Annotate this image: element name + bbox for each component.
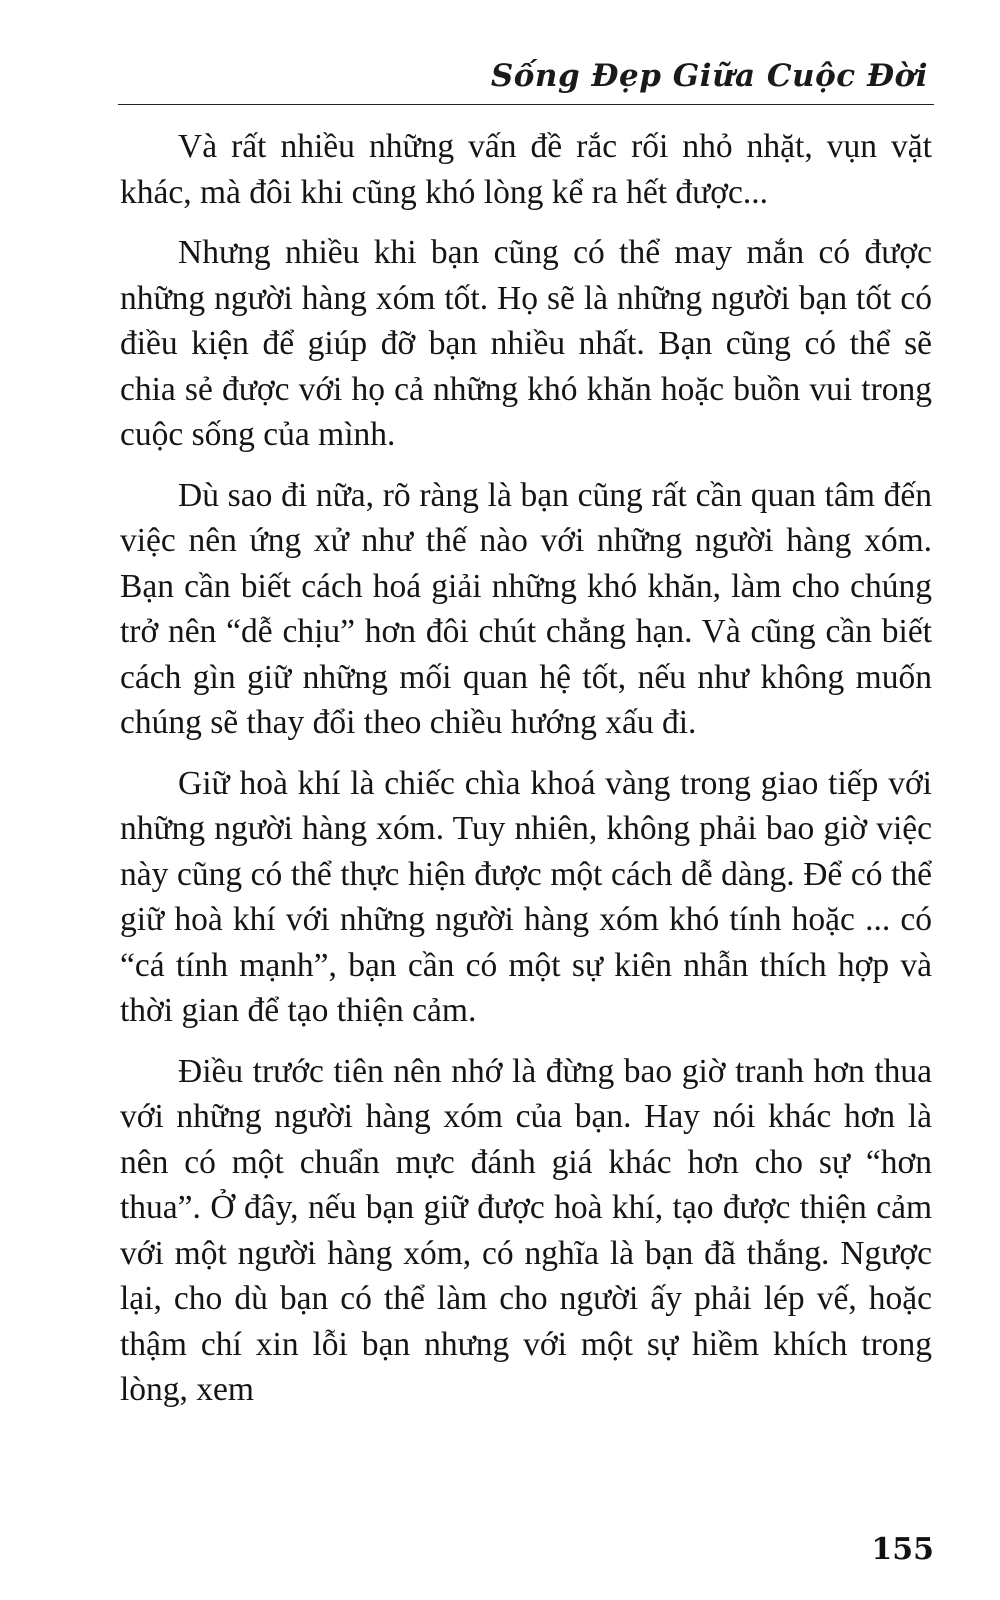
page-number: 155 bbox=[871, 1532, 934, 1567]
paragraph: Dù sao đi nữa, rõ ràng là bạn cũng rất cần quan tâm đến việc nên ứng xử như thế nào với những người hàng xóm. Bạn cần biết cách hoá giải những khó khăn, làm cho chúng trở nên “dễ chịu” hơn đôi chút chẳng hạn. Và cũng cần biết cách gìn giữ những mối quan hệ tốt, nếu như không muốn chúng sẽ thay đổi theo chiều hướng xấu đi. bbox=[120, 476, 932, 741]
paragraph: Điều trước tiên nên nhớ là đừng bao giờ tranh hơn thua với những người hàng xóm của bạn. Hay nói khác hơn là nên có một chuẩn mực đánh giá khác hơn cho sự “hơn thua”. Ở đây, nếu bạn giữ được hoà khí, tạo được thiện cảm với một người hàng xóm, có nghĩa là bạn đã thắng. Ngược lại, cho dù bạn có thể làm cho người ấy phải lép vế, hoặc thậm chí xin lỗi bạn nhưng với một sự hiềm khích trong lòng, xem bbox=[120, 1052, 932, 1408]
paragraph: Giữ hoà khí là chiếc chìa khoá vàng trong giao tiếp với những người hàng xóm. Tuy nhiên, không phải bao giờ việc này cũng có thể thực hiện được một cách dễ dàng. Để có thể giữ hoà khí với những người hàng xóm khó tính hoặc ... có “cá tính mạnh”, bạn cần có một sự kiên nhẫn thích hợp và thời gian để tạo thiện cảm. bbox=[120, 764, 932, 1029]
running-header bbox=[118, 52, 934, 105]
running-title: Sống Đẹp Giữa Cuộc Đời bbox=[490, 58, 928, 94]
paragraph: Nhưng nhiều khi bạn cũng có thể may mắn có được những người hàng xóm tốt. Họ sẽ là những người bạn tốt có điều kiện để giúp đỡ bạn nhiều nhất. Bạn cũng có thể sẽ chia sẻ được với họ cả những khó khăn hoặc buồn vui trong cuộc sống của mình. bbox=[120, 234, 932, 453]
page-body bbox=[120, 124, 932, 1428]
paragraph: Và rất nhiều những vấn đề rắc rối nhỏ nhặt, vụn vặt khác, mà đôi khi cũng khó lòng kể ra hết được... bbox=[120, 128, 932, 211]
